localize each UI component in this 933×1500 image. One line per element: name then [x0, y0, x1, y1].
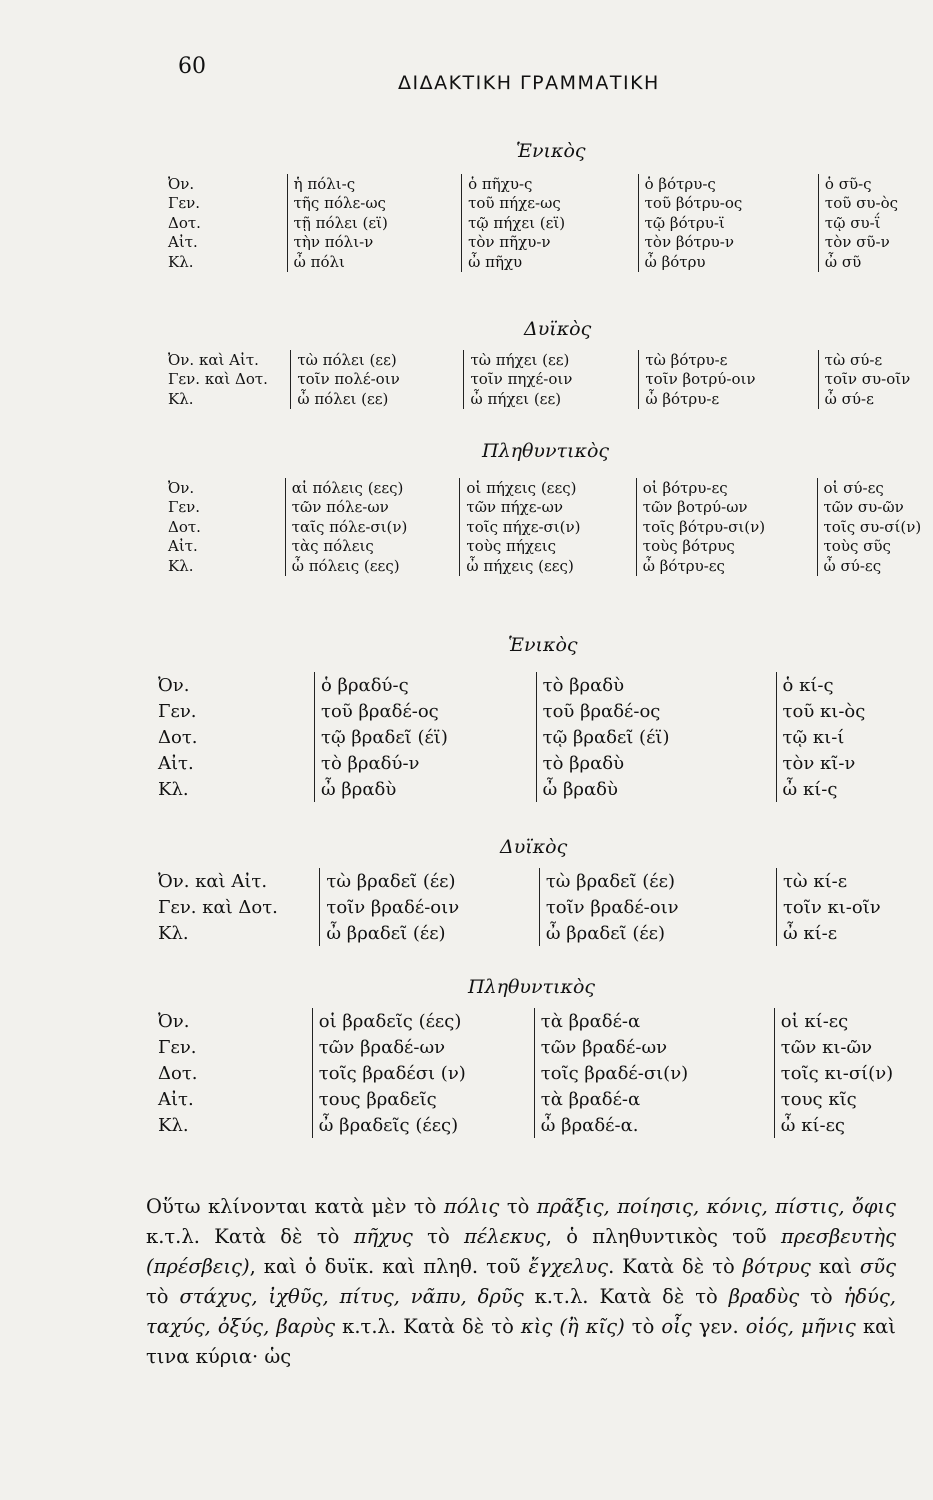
table-dual-2 [158, 868, 933, 946]
form-cell: τῆς πόλε-ως [287, 194, 461, 214]
form-cell: τοῖν πηχέ-οιν [464, 370, 639, 390]
form-cell: τῷ συ-ΐ [818, 213, 933, 233]
form-cell: τοῖς πήχε-σι(ν) [460, 517, 636, 537]
form-cell: ὦ πῆχυ [462, 252, 639, 272]
text-run: . Κατὰ δὲ τὸ [608, 1255, 743, 1278]
form-cell: ὦ βραδὺ [315, 776, 537, 802]
form-cell: οἱ σύ-ες [817, 478, 933, 498]
paradigm-row [158, 724, 933, 750]
paradigm-row [158, 698, 933, 724]
form-cell: τοῖς βότρυ-σι(ν) [636, 517, 817, 537]
form-cell: ὦ βότρυ-ες [636, 556, 817, 576]
form-cell: ὦ πόλι [287, 252, 461, 272]
italic-run: στάχυς, ἰχθῦς, πίτυς, νᾶπυ, δρῦς [179, 1285, 524, 1308]
case-label: Ὀν. [158, 1010, 190, 1032]
form-cell: ὁ σῦ-ς [818, 174, 933, 194]
case-label: Δοτ. [168, 517, 201, 536]
case-label: Ὀν. καὶ Αἰτ. [168, 350, 259, 369]
body-paragraph [146, 1192, 896, 1372]
running-head: ΔΙΔΑΚΤΙΚΗ ΓΡΑΜΜΑΤΙΚΗ [398, 72, 660, 94]
form-cell: τὸ βραδὺ [536, 672, 776, 698]
form-cell: τῶν πήχε-ων [460, 498, 636, 518]
form-cell: τοῦ πήχε-ως [462, 194, 639, 214]
text-run: καὶ τινα κύρια· ὡς [146, 1315, 896, 1368]
form-cell: ὦ πόλεις (εες) [285, 556, 460, 576]
form-cell: τοῖν συ-οῖν [818, 370, 933, 390]
text-run: , ὁ πληθυντικὸς τοῦ [545, 1225, 781, 1248]
form-cell: τοὺς σῦς [817, 537, 933, 557]
paradigm-row [158, 920, 933, 946]
case-label: Γεν. [158, 1036, 197, 1058]
text-run: τὸ [146, 1285, 180, 1308]
paradigm-row [168, 174, 933, 194]
form-cell: τοῦ βότρυ-ος [638, 194, 818, 214]
form-cell: τοῖν βραδέ-οιν [539, 894, 776, 920]
form-cell: ὁ βραδύ-ς [315, 672, 537, 698]
form-cell: τοῦ κι-ὸς [776, 698, 933, 724]
form-cell: τους κῖς [774, 1086, 933, 1112]
text-run: καὶ [810, 1255, 860, 1278]
page-number: 60 [178, 54, 206, 79]
text-run: , καὶ ὁ δυϊκ. καὶ πληθ. τοῦ [249, 1255, 529, 1278]
form-cell: τῷ βότρυ-ϊ [638, 213, 818, 233]
form-cell: τοῖς βραδέ-σι(ν) [534, 1060, 774, 1086]
case-label: Γεν. καὶ Δοτ. [158, 896, 278, 918]
form-cell: ὦ σῦ [818, 252, 933, 272]
case-label: Κλ. [158, 778, 189, 800]
paradigm-row [158, 894, 933, 920]
italic-run: πρᾶξις, ποίησις, κόνις, πίστις, ὄφις [536, 1195, 896, 1218]
heading-singular-1: Ἑνικὸς [516, 140, 586, 162]
form-cell: τους βραδεῖς [312, 1086, 534, 1112]
italic-run: σῦς [859, 1255, 896, 1278]
form-cell: τοῖν βραδέ-οιν [320, 894, 539, 920]
case-label: Ὀν. [158, 674, 190, 696]
form-cell: τὼ βραδεῖ (έε) [539, 868, 776, 894]
heading-dual-1: Δυϊκὸς [524, 318, 592, 340]
case-label: Γεν. καὶ Δοτ. [168, 370, 268, 389]
case-label: Ὀν. [168, 174, 195, 193]
form-cell: αἱ πόλεις (εες) [285, 478, 460, 498]
form-cell: τοῖς βραδέσι (ν) [312, 1060, 534, 1086]
text-run: γεν. [691, 1315, 746, 1338]
form-cell: τῶν βοτρύ-ων [636, 498, 817, 518]
case-label: Γεν. [168, 194, 201, 213]
paradigm-row [168, 213, 933, 233]
heading-singular-2: Ἑνικὸς [508, 634, 578, 656]
paradigm-row [158, 1034, 933, 1060]
form-cell: ὁ κί-ς [776, 672, 933, 698]
paradigm-row [158, 776, 933, 802]
paradigm-row [168, 498, 933, 518]
form-cell: τῶν συ-ῶν [817, 498, 933, 518]
form-cell: τῶν κι-ῶν [774, 1034, 933, 1060]
form-cell: τοῦ βραδέ-ος [315, 698, 537, 724]
form-cell: τῷ κι-ί [776, 724, 933, 750]
form-cell: ἡ πόλι-ς [287, 174, 461, 194]
case-label: Δοτ. [168, 213, 201, 232]
form-cell: οἱ βραδεῖς (έες) [312, 1008, 534, 1034]
paradigm-row [158, 1112, 933, 1138]
form-cell: ὦ σύ-ες [817, 556, 933, 576]
table-dual-1 [168, 350, 933, 409]
form-cell: τοὺς βότρυς [636, 537, 817, 557]
form-cell: τοὺς πήχεις [460, 537, 636, 557]
form-cell: ὦ βραδὺ [536, 776, 776, 802]
case-label: Ὀν. [168, 478, 195, 497]
form-cell: οἱ βότρυ-ες [636, 478, 817, 498]
table-singular-2 [158, 672, 933, 802]
text-run: Οὕτω κλίνονται κατὰ μὲν τὸ [146, 1195, 444, 1218]
form-cell: τοῦ βραδέ-ος [536, 698, 776, 724]
form-cell: τὸν κῖ-ν [776, 750, 933, 776]
table-plural-2 [158, 1008, 933, 1138]
form-cell: ὦ πήχεις (εες) [460, 556, 636, 576]
heading-plural-2: Πληθυντικὸς [468, 976, 596, 998]
form-cell: ὦ κί-ες [774, 1112, 933, 1138]
form-cell: τὼ πόλει (εε) [291, 350, 464, 370]
heading-plural-1: Πληθυντικὸς [482, 440, 610, 462]
form-cell: τῶν βραδέ-ων [312, 1034, 534, 1060]
form-cell: τὸ βραδύ-ν [315, 750, 537, 776]
italic-run: πέλεκυς [464, 1225, 546, 1248]
text-run: κ.τ.λ. Κατὰ δὲ τὸ [146, 1225, 354, 1248]
form-cell: ὦ βραδεῖ (έε) [539, 920, 776, 946]
case-label: Κλ. [168, 389, 194, 408]
form-cell: ὦ βότρυ-ε [639, 389, 818, 409]
form-cell: τὰς πόλεις [285, 537, 460, 557]
form-cell: ὁ βότρυ-ς [638, 174, 818, 194]
form-cell: τὴν πόλι-ν [287, 233, 461, 253]
form-cell: ὦ κί-ε [776, 920, 933, 946]
case-label: Γεν. [168, 498, 201, 517]
text-run: κ.τ.λ. Κατὰ δὲ τὸ [335, 1315, 521, 1338]
paradigm-row [158, 672, 933, 698]
italic-run: ἔγχελυς [528, 1255, 609, 1278]
table-singular-1 [168, 174, 933, 272]
form-cell: τῶν πόλε-ων [285, 498, 460, 518]
paradigm-row [168, 517, 933, 537]
paradigm-row [168, 389, 933, 409]
form-cell: τῷ βραδεῖ (έϊ) [536, 724, 776, 750]
form-cell: τῶν βραδέ-ων [534, 1034, 774, 1060]
paradigm-row [158, 750, 933, 776]
case-label: Δοτ. [158, 1062, 198, 1084]
form-cell: ὦ βραδεῖς (έες) [312, 1112, 534, 1138]
paradigm-row [158, 868, 933, 894]
case-label: Αἰτ. [168, 537, 198, 556]
form-cell: ὦ κί-ς [776, 776, 933, 802]
case-label: Αἰτ. [158, 752, 194, 774]
case-label: Ὀν. καὶ Αἰτ. [158, 870, 268, 892]
italic-run: πρεσβευτὴς (πρέσβεις) [146, 1225, 896, 1278]
form-cell: ὦ βότρυ [638, 252, 818, 272]
case-label: Αἰτ. [168, 233, 198, 252]
paradigm-row [168, 556, 933, 576]
form-cell: τοῖς κι-σί(ν) [774, 1060, 933, 1086]
form-cell: ὦ πήχει (εε) [464, 389, 639, 409]
case-label: Αἰτ. [158, 1088, 194, 1110]
text-run: τὸ [412, 1225, 465, 1248]
text-run: τὸ [624, 1315, 662, 1338]
form-cell: τὼ πήχει (εε) [464, 350, 639, 370]
paradigm-row [168, 194, 933, 214]
paradigm-row [168, 252, 933, 272]
italic-run: οἰός, μῆνις [745, 1315, 856, 1338]
paradigm-row [158, 1060, 933, 1086]
case-label: Κλ. [158, 922, 189, 944]
paradigm-row [168, 350, 933, 370]
form-cell: τὰ βραδέ-α [534, 1008, 774, 1034]
form-cell: ὦ βραδέ-α. [534, 1112, 774, 1138]
form-cell: οἱ πήχεις (εες) [460, 478, 636, 498]
case-label: Δοτ. [158, 726, 198, 748]
italic-run: οἶς [661, 1315, 692, 1338]
italic-run: κὶς (ἢ κῖς) [520, 1315, 625, 1338]
form-cell: τῷ πήχει (εϊ) [462, 213, 639, 233]
form-cell: τὼ κί-ε [776, 868, 933, 894]
form-cell: τὸν βότρυ-ν [638, 233, 818, 253]
paradigm-row [168, 233, 933, 253]
form-cell: ὦ σύ-ε [818, 389, 933, 409]
form-cell: τὼ βότρυ-ε [639, 350, 818, 370]
italic-run: ἡδύς, ταχύς, ὀξύς, βαρὺς [146, 1285, 896, 1338]
form-cell: τὼ βραδεῖ (έε) [320, 868, 539, 894]
italic-run: βραδὺς [728, 1285, 800, 1308]
form-cell: τοῖν πολέ-οιν [291, 370, 464, 390]
form-cell: τὸ βραδὺ [536, 750, 776, 776]
text-run: κ.τ.λ. Κατὰ δὲ τὸ [523, 1285, 729, 1308]
text-run: τὸ [799, 1285, 844, 1308]
form-cell: τὼ σύ-ε [818, 350, 933, 370]
form-cell: ὦ πόλει (εε) [291, 389, 464, 409]
form-cell: οἱ κί-ες [774, 1008, 933, 1034]
heading-dual-2: Δυϊκὸς [500, 836, 568, 858]
italic-run: βότρυς [742, 1255, 811, 1278]
form-cell: τοῖς συ-σί(ν) [817, 517, 933, 537]
form-cell: ταῖς πόλε-σι(ν) [285, 517, 460, 537]
form-cell: ὁ πῆχυ-ς [462, 174, 639, 194]
form-cell: τῇ πόλει (εϊ) [287, 213, 461, 233]
italic-run: πόλις [443, 1195, 500, 1218]
form-cell: τοῖν βοτρύ-οιν [639, 370, 818, 390]
form-cell: ὦ βραδεῖ (έε) [320, 920, 539, 946]
form-cell: τὸν πῆχυ-ν [462, 233, 639, 253]
form-cell: τὰ βραδέ-α [534, 1086, 774, 1112]
form-cell: τοῦ συ-ὸς [818, 194, 933, 214]
case-label: Κλ. [168, 556, 194, 575]
paradigm-row [168, 370, 933, 390]
form-cell: τοῖν κι-οῖν [776, 894, 933, 920]
case-label: Κλ. [158, 1114, 189, 1136]
paradigm-row [168, 478, 933, 498]
case-label: Γεν. [158, 700, 197, 722]
paradigm-row [158, 1086, 933, 1112]
form-cell: τὸν σῦ-ν [818, 233, 933, 253]
text-run: τὸ [499, 1195, 537, 1218]
table-plural-1 [168, 478, 933, 576]
paradigm-row [158, 1008, 933, 1034]
form-cell: τῷ βραδεῖ (έϊ) [315, 724, 537, 750]
case-label: Κλ. [168, 252, 194, 271]
italic-run: πῆχυς [353, 1225, 413, 1248]
paradigm-row [168, 537, 933, 557]
